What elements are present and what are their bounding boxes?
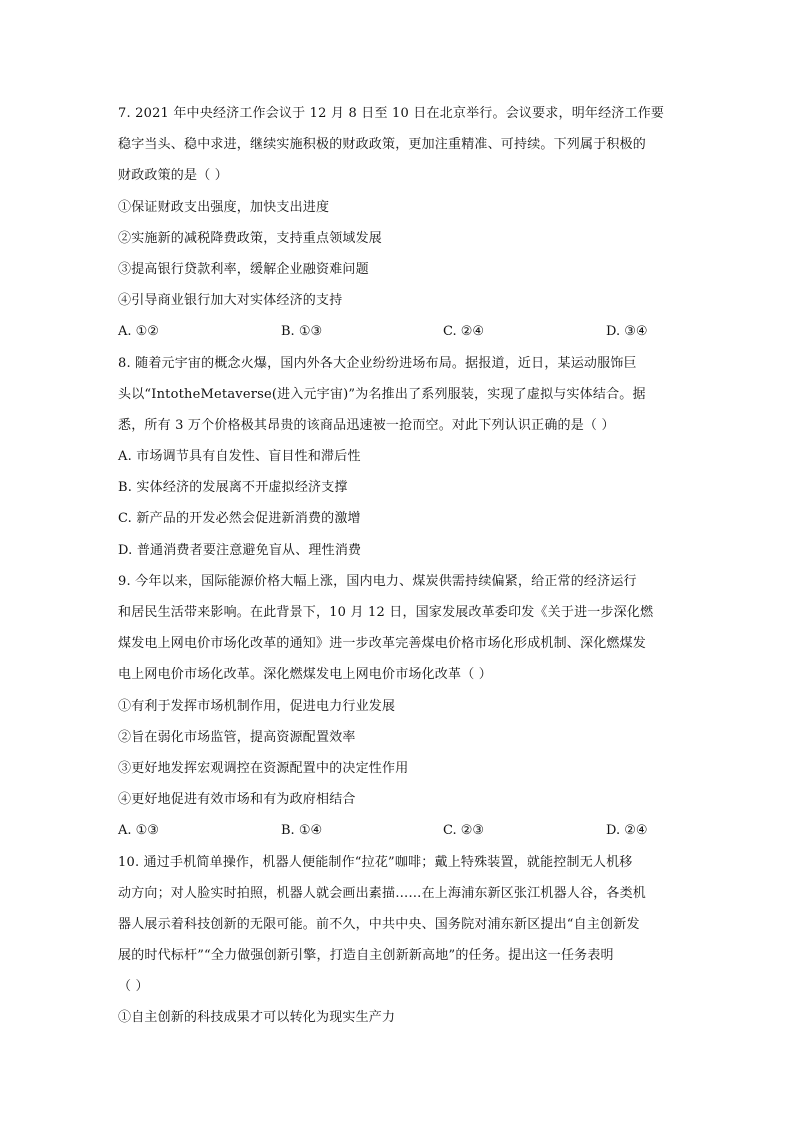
question-7 [118,98,678,348]
statement-item: ④引导商业银行加大对实体经济的支持 [118,293,343,309]
option-item: A. 市场调节具有自发性、盲目性和滞后性 [118,449,361,465]
option-item: B. 实体经济的发展离不开虚拟经济支撑 [118,480,348,496]
option-b: B. ①③ [281,324,323,340]
statement-item: ①有利于发挥市场机制作用，促进电力行业发展 [118,698,396,714]
option-a: A. ①② [118,324,159,340]
question-stem-line: 煤发电上网电价市场化改革的通知》进一步改革完善煤电价格市场化形成机制、深化燃煤发 [118,636,647,652]
option-b: B. ①④ [281,823,323,839]
question-stem-line: 动方向；对人脸实时拍照，机器人就会画出素描……在上海浦东新区张江机器人谷，各类机 [118,885,647,901]
question-stem-line: 器人展示着科技创新的无限可能。前不久，中共中央、国务院对浦东新区提出“自主创新发 [118,916,640,932]
statement-item: ③提高银行贷款利率，缓解企业融资难问题 [118,261,369,277]
statement-item: ①保证财政支出强度，加快支出进度 [118,199,330,215]
question-stem-line: 悉，所有 3 万个价格极其昂贵的该商品迅速被一抢而空。对此下列认识正确的是（ ） [118,417,615,433]
question-stem-line: 稳字当头、稳中求进，继续实施积极的财政政策，更加注重精准、可持续。下列属于积极的 [118,137,647,153]
option-c: C. ②③ [443,823,485,839]
statement-item: ②旨在弱化市场监管，提高资源配置效率 [118,729,356,745]
question-9 [118,566,678,847]
statement-item: ④更好地促进有效市场和有为政府相结合 [118,792,356,808]
statement-item: ②实施新的减税降费政策，支持重点领域发展 [118,230,383,246]
question-stem-line: 电上网电价市场化改革。深化燃煤发电上网电价市场化改革（ ） [118,667,492,683]
statement-item: ③更好地发挥宏观调控在资源配置中的决定性作用 [118,760,409,776]
option-item: D. 普通消费者要注意避免盲从、理性消费 [118,542,362,558]
question-stem-line: 头以“IntotheMetaverse(进入元宇宙)”为名推出了系列服装，实现了虚拟与实体结合。据 [118,386,646,402]
question-stem-line: 7. 2021 年中央经济工作会议于 12 月 8 日至 10 日在北京举行。会议要求，明年经济工作要 [118,106,665,121]
option-item: C. 新产品的开发必然会促进新消费的激增 [118,511,361,527]
question-stem-line: 展的时代标杆”“全力做强创新引擎，打造自主创新新高地”的任务。提出这一任务表明 [118,948,614,964]
question-10 [118,847,678,1034]
question-stem-line: 9. 今年以来，国际能源价格大幅上涨，国内电力、煤炭供需持续偏紧，给正常的经济运行 [118,573,637,589]
option-d: D. ②④ [606,823,648,839]
question-stem-line: 财政政策的是（ ） [118,168,228,184]
question-stem-line: （ ） [118,979,149,995]
question-stem-line: 8. 随着元宇宙的概念火爆，国内外各大企业纷纷进场布局。据报道，近日，某运动服饰巨 [118,355,637,371]
question-8 [118,348,678,566]
question-stem-line: 和居民生活带来影响。在此背景下，10 月 12 日，国家发展改革委印发《关于进一步深化燃 [118,605,654,620]
answer-options [118,316,678,347]
question-stem-line: 10. 通过手机简单操作，机器人便能制作“拉花”咖啡；戴上特殊装置，就能控制无人机移 [118,854,633,870]
option-c: C. ②④ [443,324,485,340]
option-d: D. ③④ [606,324,648,340]
statement-item: ①自主创新的科技成果才可以转化为现实生产力 [118,1010,396,1026]
answer-options [118,815,678,846]
option-a: A. ①③ [118,823,159,839]
exam-page [118,98,678,1034]
